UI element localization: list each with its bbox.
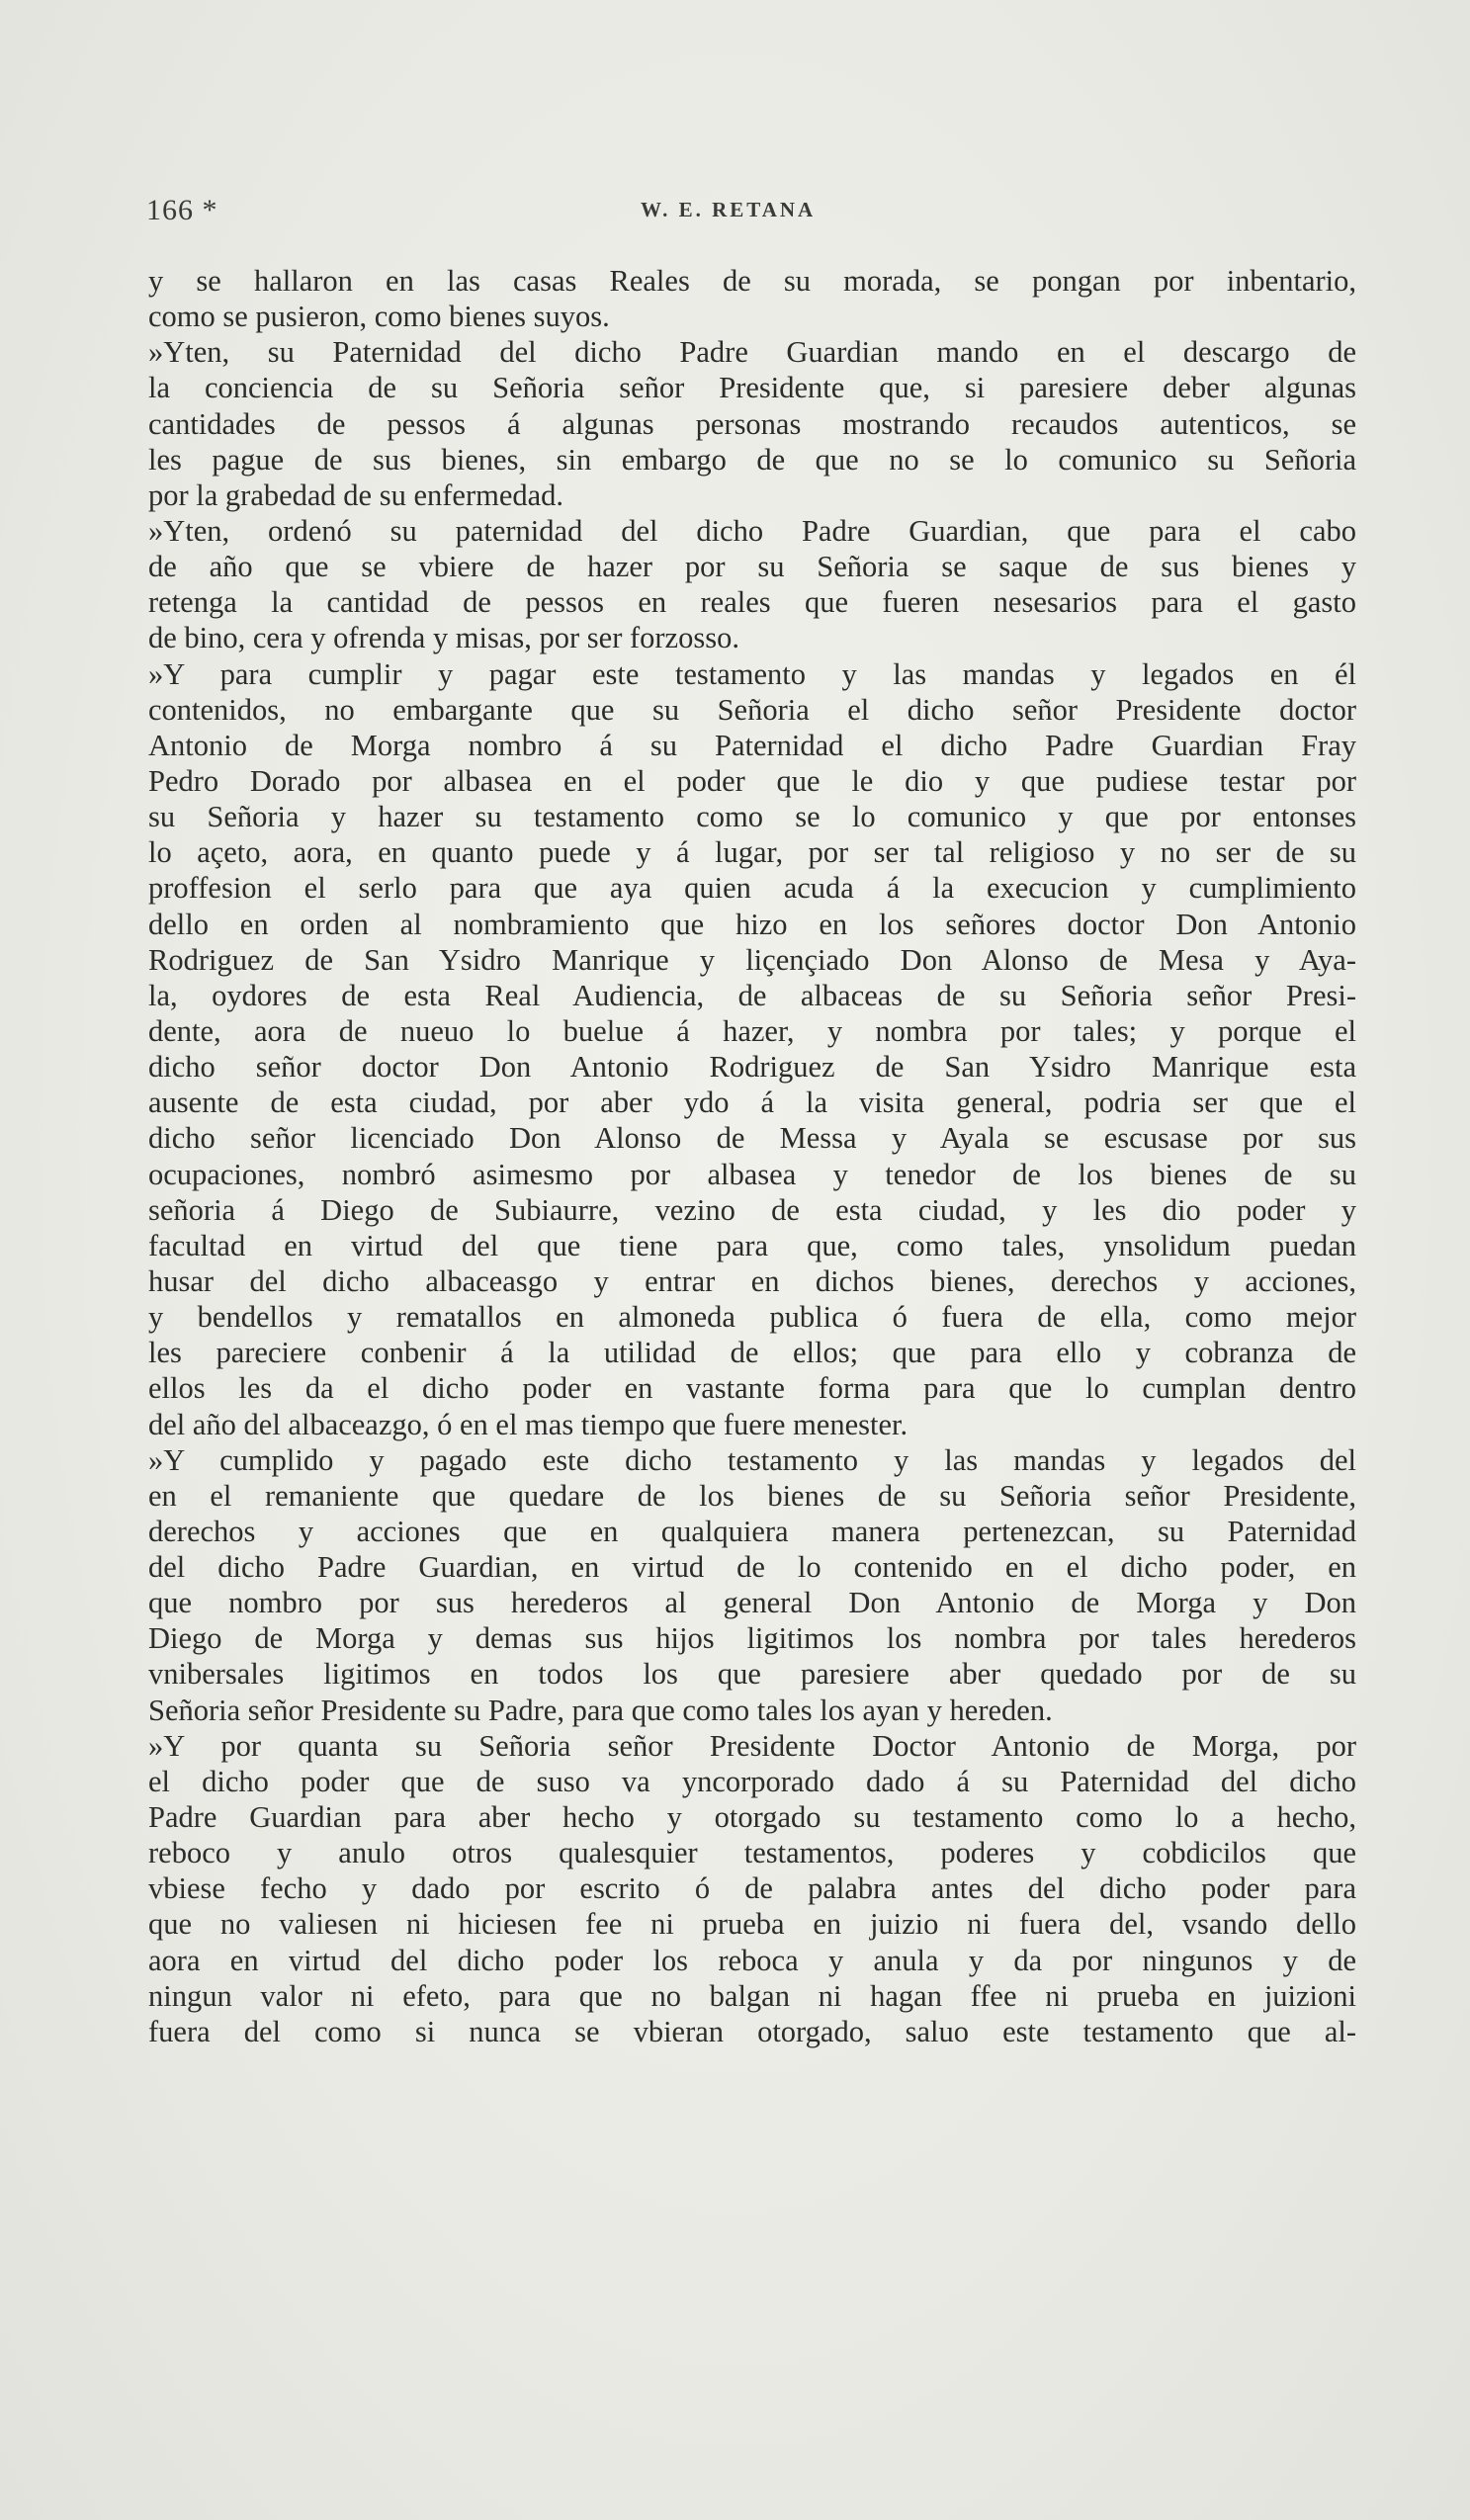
text-line: como se pusieron, como bienes suyos.	[148, 300, 610, 334]
text-line: lo açeto, aora, en quanto puede y á lugar, por ser tal religioso y no ser de su	[148, 835, 1356, 870]
text-line: del año del albaceazgo, ó en el mas tiempo que fuere menester.	[148, 1407, 908, 1441]
text-line: »Yten, ordenó su paternidad del dicho Padre Guardian, que para el cabo	[148, 513, 1356, 548]
text-line: señoria á Diego de Subiaurre, vezino de esta ciudad, y les dio poder y	[148, 1192, 1356, 1227]
text-line: les pague de sus bienes, sin embargo de que no se lo comunico su Señoria	[148, 442, 1356, 477]
text-line: la, oydores de esta Real Audiencia, de albaceas de su Señoria señor Presi-	[148, 978, 1356, 1012]
text-line: del dicho Padre Guardian, en virtud de lo contenido en el dicho poder, en	[148, 1550, 1356, 1585]
page-number: 166 *	[146, 194, 218, 226]
text-line: les pareciere conbenir á la utilidad de ellos; que para ello y cobranza de	[148, 1336, 1356, 1370]
text-line: ausente de esta ciudad, por aber ydo á la visita general, podria ser que el	[148, 1086, 1356, 1120]
text-line: »Y para cumplir y pagar este testamento y las mandas y legados en él	[148, 656, 1356, 691]
text-line: derechos y acciones que en qualquiera manera pertenezcan, su Paternidad	[148, 1514, 1356, 1548]
text-line: ningun valor ni efeto, para que no balgan ni hagan ffee ni prueba en juizioni	[148, 1978, 1356, 2013]
text-line: dicho señor doctor Don Antonio Rodriguez de San Ysidro Manrique esta	[148, 1050, 1356, 1085]
text-line: retenga la cantidad de pessos en reales que fueren nesesarios para el gasto	[148, 585, 1356, 620]
text-line: ocupaciones, nombró asimesmo por albasea y tenedor de los bienes de su	[148, 1157, 1356, 1191]
text-line: Padre Guardian para aber hecho y otorgado su testamento como lo a hecho,	[148, 1800, 1356, 1835]
text-line: Pedro Dorado por albasea en el poder que le dio y que pudiese testar por	[148, 763, 1356, 798]
text-line: »Y cumplido y pagado este dicho testamento y las mandas y legados del	[148, 1442, 1356, 1477]
text-line: husar del dicho albaceasgo y entrar en dichos bienes, derechos y acciones,	[148, 1263, 1356, 1298]
text-line: contenidos, no embargante que su Señoria el dicho señor Presidente doctor	[148, 692, 1356, 727]
text-line: Antonio de Morga nombro á su Paternidad el dicho Padre Guardian Fray	[148, 728, 1356, 762]
text-line: y se hallaron en las casas Reales de su morada, se pongan por inbentario,	[148, 264, 1356, 298]
text-line: que no valiesen ni hiciesen fee ni prueba en juizio ni fuera del, vsando dello	[148, 1907, 1356, 1942]
running-head: W. E. RETANA	[641, 198, 817, 221]
text-line: que nombro por sus herederos al general Don Antonio de Morga y Don	[148, 1586, 1356, 1620]
text-line: dente, aora de nueuo lo buelue á hazer, y nombra por tales; y porque el	[148, 1013, 1356, 1048]
text-line: y bendellos y rematallos en almoneda publica ó fuera de ella, como mejor	[148, 1300, 1356, 1335]
text-line: de bino, cera y ofrenda y misas, por ser forzosso.	[148, 621, 739, 655]
text-line: ellos les da el dicho poder en vastante forma para que lo cumplan dentro	[148, 1371, 1356, 1406]
text-line: su Señoria y hazer su testamento como se lo comunico y que por entonses	[148, 800, 1356, 834]
text-line: Diego de Morga y demas sus hijos ligitimos los nombra por tales herederos	[148, 1621, 1356, 1656]
text-line: aora en virtud del dicho poder los reboca y anula y da por ningunos y de	[148, 1943, 1356, 1977]
text-line: dello en orden al nombramiento que hizo en los señores doctor Don Antonio	[148, 907, 1356, 941]
text-line: proffesion el serlo para que aya quien acuda á la execucion y cumplimiento	[148, 871, 1356, 906]
text-line: dicho señor licenciado Don Alonso de Messa y Ayala se escusase por sus	[148, 1121, 1356, 1156]
text-line: de año que se vbiere de hazer por su Señoria se saque de sus bienes y	[148, 550, 1356, 584]
text-line: Señoria señor Presidente su Padre, para que como tales los ayan y hereden.	[148, 1693, 1053, 1727]
text-line: por la grabedad de su enfermedad.	[148, 478, 564, 512]
text-line: »Yten, su Paternidad del dicho Padre Guardian mando en el descargo de	[148, 335, 1356, 370]
text-line: reboco y anulo otros qualesquier testamentos, poderes y cobdicilos que	[148, 1836, 1356, 1870]
text-line: el dicho poder que de suso va yncorporado dado á su Paternidad del dicho	[148, 1764, 1356, 1798]
text-line: »Y por quanta su Señoria señor Presidente Doctor Antonio de Morga, por	[148, 1728, 1356, 1763]
text-line: vnibersales ligitimos en todos los que paresiere aber quedado por de su	[148, 1657, 1356, 1692]
text-line: Rodriguez de San Ysidro Manrique y liçençiado Don Alonso de Mesa y Aya-	[148, 942, 1356, 977]
text-line: fuera del como si nunca se vbieran otorgado, saluo este testamento que al-	[148, 2014, 1356, 2048]
text-line: cantidades de pessos á algunas personas mostrando recaudos autenticos, se	[148, 406, 1356, 441]
page-header	[146, 194, 1372, 233]
text-line: facultad en virtud del que tiene para que, como tales, ynsolidum puedan	[148, 1228, 1356, 1262]
body-text	[148, 263, 1356, 2049]
text-line: la conciencia de su Señoria señor Presidente que, si paresiere deber algunas	[148, 371, 1356, 405]
text-line: en el remaniente que quedare de los bienes de su Señoria señor Presidente,	[148, 1478, 1356, 1513]
text-line: vbiese fecho y dado por escrito ó de palabra antes del dicho poder para	[148, 1871, 1356, 1906]
